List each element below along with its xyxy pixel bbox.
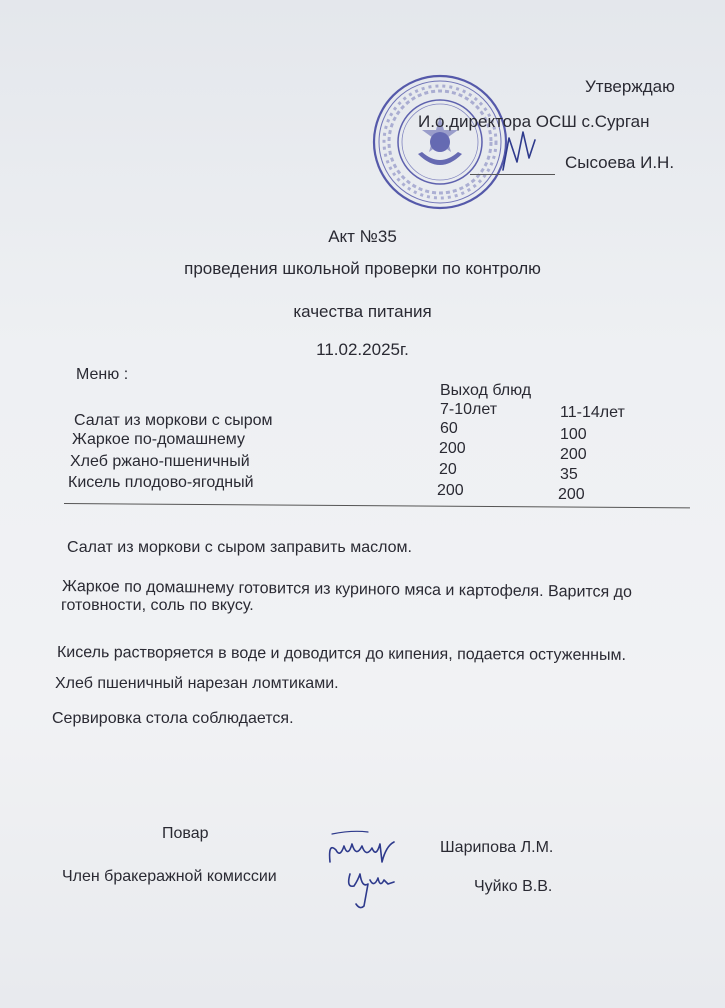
menu-row-value-11-14: 35 <box>560 466 578 483</box>
act-number: Акт №35 <box>328 227 397 246</box>
act-title-line2: качества питания <box>293 302 432 321</box>
note-serving: Сервировка стола соблюдается. <box>52 710 294 727</box>
act-title-line1: проведения школьной проверки по контролю <box>184 259 541 278</box>
note-roast-line1: Жаркое по домашнему готовится из куриного мяса и картофеля. Варится до <box>61 578 633 601</box>
column-header-11-14: 11-14лет <box>560 404 625 421</box>
menu-row-value-7-10: 200 <box>439 440 466 457</box>
menu-label: Меню : <box>76 366 129 383</box>
note-kissel: Кисель растворяется в воде и доводится до кипения, подается остуженным. <box>56 644 627 664</box>
note-bread: Хлеб пшеничный нарезан ломтиками. <box>55 675 339 692</box>
menu-row-value-11-14: 200 <box>560 446 587 463</box>
commission-signature <box>340 866 400 912</box>
menu-row-value-7-10: 60 <box>440 420 458 437</box>
output-header: Выход блюд <box>440 382 532 399</box>
cook-label: Повар <box>162 825 209 842</box>
menu-row-value-11-14: 100 <box>560 426 587 443</box>
approver-position: И.о.директора ОСШ с.Сурган <box>418 112 650 131</box>
menu-row-dish: Салат из моркови с сыром <box>74 412 273 429</box>
menu-bottom-rule <box>64 503 690 508</box>
act-date: 11.02.2025г. <box>316 340 409 359</box>
approver-name: Сысоева И.Н. <box>565 153 675 172</box>
menu-row-value-7-10: 20 <box>439 461 457 478</box>
menu-row-value-11-14: 200 <box>558 486 585 503</box>
column-header-7-10: 7-10лет <box>440 401 498 418</box>
note-roast-line2: готовности, соль по вкусу. <box>61 597 254 614</box>
menu-row-dish: Жаркое по-домашнему <box>72 431 245 448</box>
commission-label: Член бракеражной комиссии <box>62 868 277 885</box>
approver-signature <box>495 118 545 178</box>
menu-row-value-7-10: 200 <box>437 482 464 499</box>
note-salad: Салат из моркови с сыром заправить маслом. <box>67 539 412 556</box>
approve-label: Утверждаю <box>585 77 675 96</box>
commission-name: Чуйко В.В. <box>474 878 553 895</box>
menu-row-dish: Кисель плодово-ягодный <box>68 474 254 491</box>
cook-name: Шарипова Л.М. <box>440 839 554 856</box>
menu-row-dish: Хлеб ржано-пшеничный <box>70 453 250 470</box>
official-seal-stamp <box>370 72 510 212</box>
